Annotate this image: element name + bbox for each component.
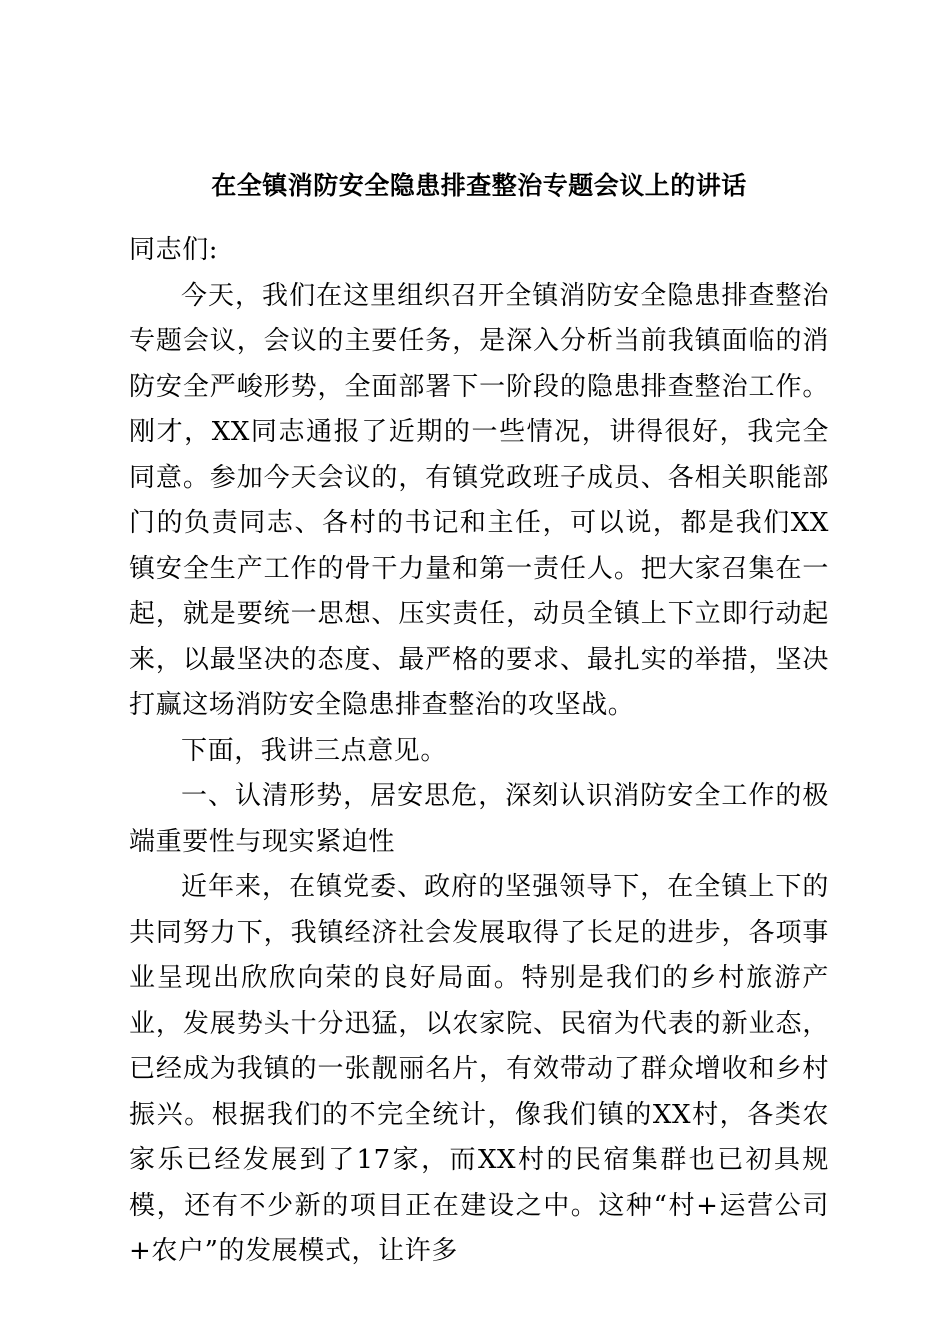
paragraph-intro-points: 下面，我讲三点意见。 [181,735,448,766]
paragraph-section-1: 近年来，在镇党委、政府的坚强领导下，在全镇上下的共同努力下，我镇经济社会发展取得了长足的进步，各项事业呈现出欣欣向荣的良好局面。特别是我们的乡村旅游产业，发展势头十分迅猛，以农家院、民宿为代表的新业态，已经成为我镇的一张靓丽名片，有效带动了群众增收和乡村振兴。根据我们的不完全统计，像我们镇的XX村，各类农家乐已经发展到了17家，而XX村的民宿集群也已初具规模，还有不少新的项目正在建设之中。这种“村+运营公司+农户”的发展模式，让许多 [129,872,829,1266]
section-heading-1: 一、认清形势，居安思危，深刻认识消防安全工作的极端重要性与现实紧迫性 [129,781,829,857]
document-title: 在全镇消防安全隐患排查整治专题会议上的讲话 [211,171,747,200]
document-page [129,168,829,1275]
salutation: 同志们: [129,235,219,265]
paragraph-opening: 今天，我们在这里组织召开全镇消防安全隐患排查整治专题会议，会议的主要任务，是深入分析当前我镇面临的消防安全严峻形势，全面部署下一阶段的隐患排查整治工作。刚才，XX同志通报了近期的一些情况，讲得很好，我完全同意。参加今天会议的，有镇党政班子成员、各相关职能部门的负责同志、各村的书记和主任，可以说，都是我们XX镇安全生产工作的骨干力量和第一责任人。把大家召集在一起，就是要统一思想、压实责任，动员全镇上下立即行动起来，以最坚决的态度、最严格的要求、最扎实的举措，坚决打赢这场消防安全隐患排查整治的攻坚战。 [129,280,829,720]
